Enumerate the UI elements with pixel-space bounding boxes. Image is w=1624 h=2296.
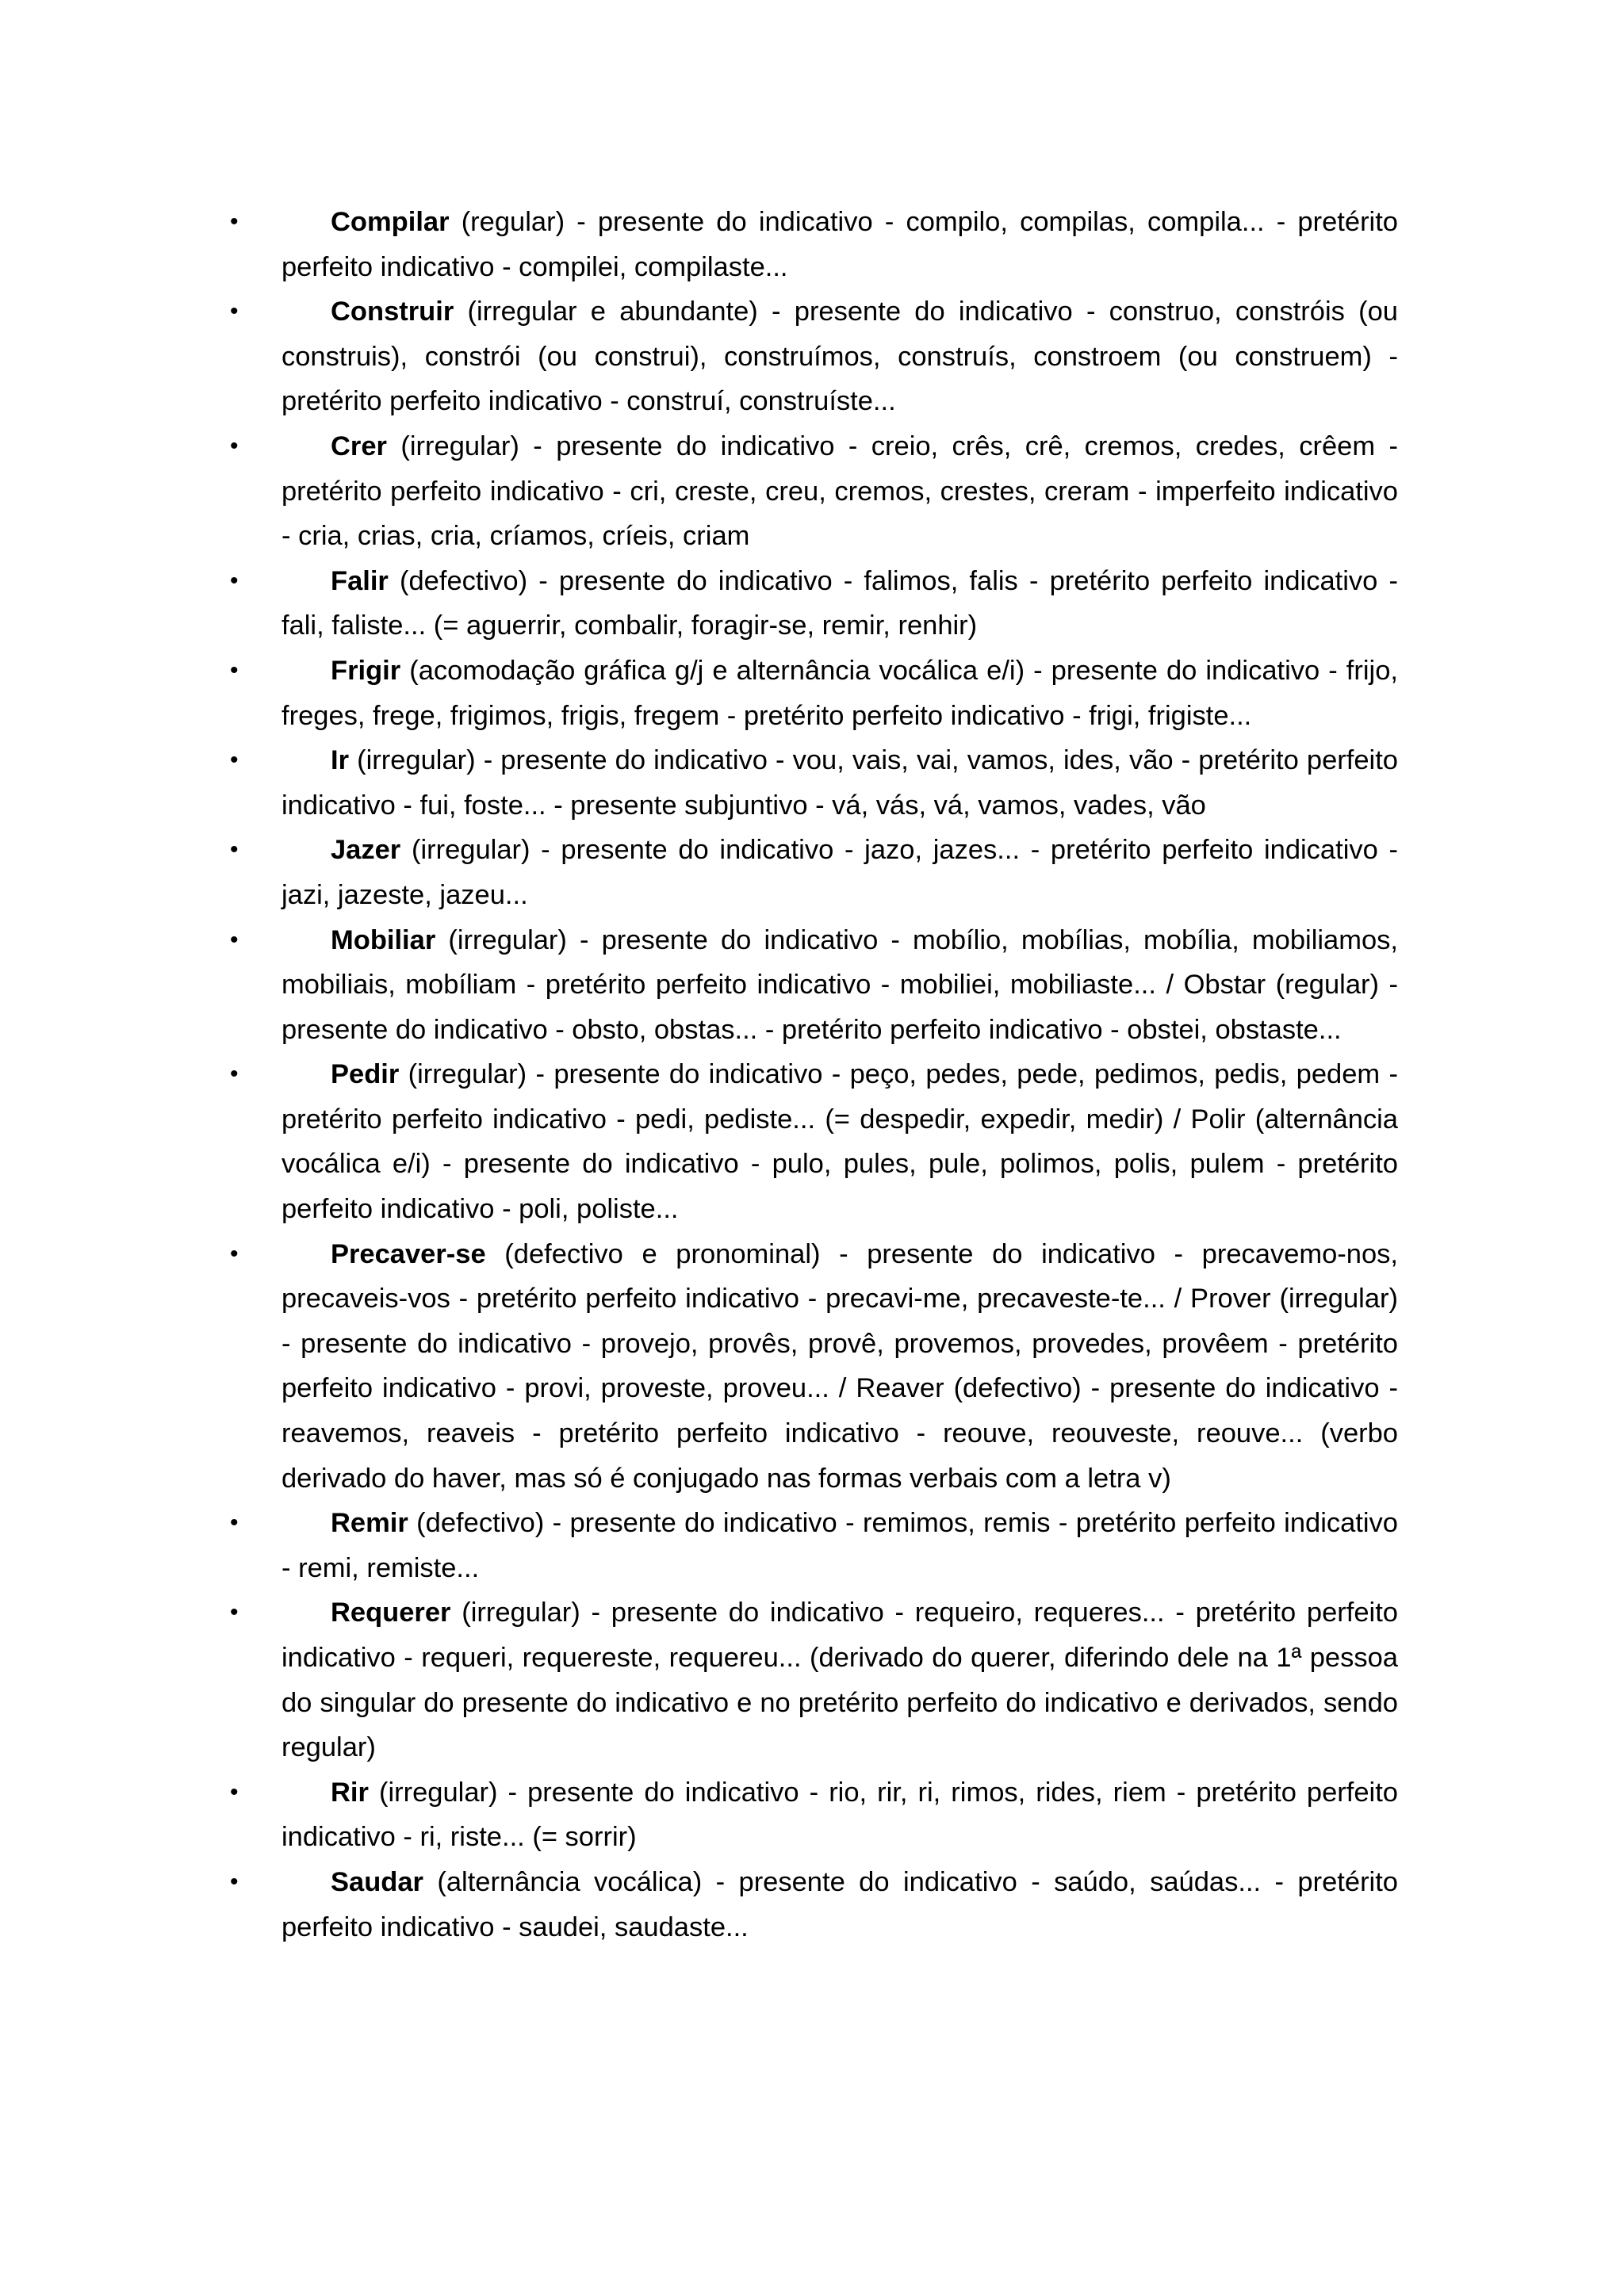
verb-name: Jazer [331,835,401,866]
verb-description: (defectivo e pronominal) - presente do indicativo - precavemo-nos, precaveis-vos - pretérito perfeito indicativo - precavi-me, precaveste-te... / Prover (irregular) - presente do indicativo - provejo, provês, provê, provemos, provedes, provêem - pretérito perfeito indicativo - provi, proveste, proveu... / Reaver (defectivo) - presente do indicativo - reavemos, reaveis - pretérito perfeito indicativo - reouve, reouveste, reouve... (verbo derivado do haver, mas só é conjugado nas formas verbais com a letra v) [282,1238,1398,1494]
verb-name: Remir [331,1508,408,1539]
verb-name: Falir [331,565,389,596]
bullet-icon: • [230,298,239,325]
bullet-icon: • [230,926,239,953]
verb-description: (regular) - presente do indicativo - compilo, compilas, compila... - pretérito perfeito indicativo - compilei, compilaste... [282,207,1398,282]
entry-text [282,1052,1398,1231]
entry-text [282,918,1398,1053]
verb-name: Crer [331,430,387,461]
verb-name: Mobiliar [331,924,436,955]
verb-name: Ir [331,745,350,776]
bullet-icon: • [230,1510,239,1536]
verb-description: (irregular) - presente do indicativo - peço, pedes, pede, pedimos, pedis, pedem - pretérito perfeito indicativo - pedi, pediste... (= despedir, expedir, medir) / Polir (alternância vocálica e/i) - presente do indicativo - pulo, pules, pule, polimos, polis, pulem - pretérito perfeito indicativo - poli, poliste... [282,1059,1398,1225]
verb-description: (alternância vocálica) - presente do indicativo - saúdo, saúdas... - pretérito perfeito indicativo - saudei, saudaste... [282,1866,1398,1942]
verb-name: Compilar [331,207,450,237]
entry-text [282,1232,1398,1502]
bullet-icon: • [230,1240,239,1267]
list-item [230,649,1398,738]
list-item [230,1590,1398,1770]
verb-description: (acomodação gráfica g/j e alternância vocálica e/i) - presente do indicativo - frijo, freges, frege, frigimos, frigis, fregem - pretérito perfeito indicativo - frigi, frigiste... [282,655,1398,731]
verb-name: Saudar [331,1866,423,1897]
verb-description: (defectivo) - presente do indicativo - falimos, falis - pretérito perfeito indicativo - fali, faliste... (= aguerrir, combalir, foragir-se, remir, renhir) [282,565,1398,641]
entry-text [282,1770,1398,1860]
verb-description: (irregular) - presente do indicativo - rio, rir, ri, rimos, rides, riem - pretérito perfeito indicativo - ri, riste... (= sorrir) [282,1777,1398,1853]
entry-text [282,1590,1398,1770]
list-item [230,200,1398,289]
entry-text [282,200,1398,289]
verb-name: Requerer [331,1598,451,1628]
entry-text [282,1501,1398,1590]
verb-description: (irregular e abundante) - presente do indicativo - construo, constróis (ou construis), constrói (ou construi), construímos, construís, constroem (ou construem) - pretérito perfeito indicativo - construí, construíste... [282,297,1398,417]
bullet-icon: • [230,1599,239,1626]
bullet-icon: • [230,209,239,235]
verb-description: (irregular) - presente do indicativo - requeiro, requeres... - pretérito perfeito indicativo - requeri, requereste, requereu... (derivado do querer, diferindo dele na 1ª pessoa do singular do presente do indicativo e no pretérito perfeito do indicativo e derivados, sendo regular) [282,1598,1398,1763]
list-item [230,828,1398,917]
list-item [230,1770,1398,1860]
entry-text [282,828,1398,917]
bullet-icon: • [230,747,239,774]
entry-text [282,424,1398,559]
verb-description: (irregular) - presente do indicativo - vou, vais, vai, vamos, ides, vão - pretérito perfeito indicativo - fui, foste... - presente subjuntivo - vá, vás, vá, vamos, vades, vão [282,745,1398,821]
entry-text [282,1860,1398,1950]
verb-name: Pedir [331,1059,400,1090]
list-item [230,918,1398,1053]
verb-list [230,200,1398,1950]
list-item [230,1232,1398,1502]
bullet-icon: • [230,432,239,459]
list-item [230,559,1398,649]
list-item [230,738,1398,828]
verb-description: (irregular) - presente do indicativo - jazo, jazes... - pretérito perfeito indicativo - jazi, jazeste, jazeu... [282,835,1398,910]
list-item [230,1501,1398,1590]
entry-text [282,649,1398,738]
entry-text [282,289,1398,424]
list-item [230,1860,1398,1950]
bullet-icon: • [230,1868,239,1895]
list-item [230,424,1398,559]
verb-description: (defectivo) - presente do indicativo - remimos, remis - pretérito perfeito indicativo - remi, remiste... [282,1508,1398,1583]
bullet-icon: • [230,656,239,683]
bullet-icon: • [230,1778,239,1805]
verb-name: Frigir [331,655,401,686]
verb-description: (irregular) - presente do indicativo - creio, crês, crê, cremos, credes, crêem - pretérito perfeito indicativo - cri, creste, creu, cremos, crestes, creram - imperfeito indicativo - cria, crias, cria, críamos, críeis, criam [282,430,1398,552]
bullet-icon: • [230,567,239,594]
verb-name: Rir [331,1777,369,1808]
bullet-icon: • [230,836,239,863]
verb-description: (irregular) - presente do indicativo - mobílio, mobílias, mobília, mobiliamos, mobiliais, mobíliam - pretérito perfeito indicativo - mobiliei, mobiliaste... / Obstar (regular) - presente do indicativo - obsto, obstas... - pretérito perfeito indicativo - obstei, obstaste... [282,924,1398,1045]
bullet-icon: • [230,1061,239,1088]
list-item [230,289,1398,424]
entry-text [282,559,1398,649]
verb-name: Precaver-se [331,1238,486,1269]
list-item [230,1052,1398,1231]
verb-name: Construir [331,297,454,327]
entry-text [282,738,1398,828]
